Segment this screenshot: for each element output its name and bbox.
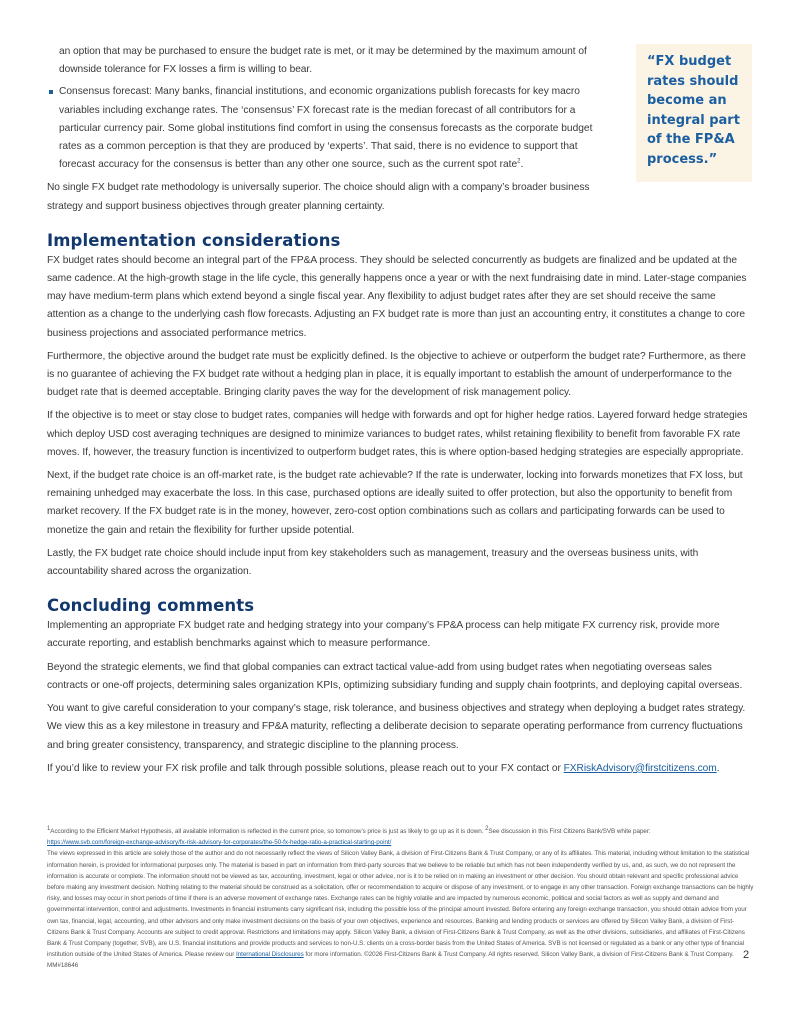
concluding-heading: Concluding comments [47, 596, 255, 616]
methodology-closing: No single FX budget rate methodology is universally superior. The choice should align with a company’s broader business strategy and support business objectives through greater planning certainty. [47, 182, 590, 212]
implementation-paragraph: Lastly, the FX budget rate choice should include input from key stakeholders such as management, treasury and the overseas business units, with accountability shared across the organization. [47, 547, 699, 578]
footnotes [47, 826, 754, 972]
contact-paragraph [47, 760, 754, 778]
concluding-paragraph: You want to give careful consideration to your company’s stage, risk tolerance, and business objectives and strategy when deploying a budget rates strategy. We view this as a key milestone in treasury and FP&A maturity, reflecting a deliberate decision to separate operating performance from currency fluctuations and bring greater consistency, transparency, and strategic discipline to the planning process. [47, 703, 746, 751]
bullet-consensus-end: . [520, 159, 524, 171]
disclaimer-body: The views expressed in this article are solely those of the author and do not necessarily reflect the views of Silicon Valley Bank, a division of First-Citizens Bank & Trust Company, or any of its affiliates. This material, including without limitation to the statistical information herein, is provided for informational purposes only. The material is based in part on information from third-party sources that we believe to be reliable but which has not been independently verified by us, and, as such, we do not represent the information is accurate or complete. The information should not be viewed as tax, accounting, investment, legal or other advice, nor is it to be relied on in making an investment or other decision. You should obtain relevant and specific professional advice before making any investment decision. Nothing relating to the material should be construed as a solicitation, offer or recommendation to acquire or dispose of any investment, or to engage in any other transaction. Foreign exchange transactions can be highly risky, and losses may occur in short periods of time if there is an adverse movement of exchange rates. Exchange rates can be highly volatile and are impacted by numerous economic, political and social factors as well as supply and demand and governmental intervention, control and adjustments. Investments in financial instruments carry significant risk, including the possible loss of the principal amount invested. Before entering any foreign exchange transaction, you should obtain advice from your own tax, financial, legal, accounting, and other advisors and only make investment decisions on the basis of your own objectives, experience and resources. Banking and lending products or services are offered by Silicon Valley Bank, a division of First-Citizens Bank & Trust Company. Accounts are subject to credit approval. Restrictions and limitations may apply. Silicon Valley Bank, a division of First-Citizens Bank & Trust Company, as well as the other divisions, subsidiaries, and affiliates of First-Citizens Bank & Trust Company (together, SVB), are U.S. financial institutions and provide products and services to non-U.S. clients on a cross-border basis from the United States of America. SVB is not licensed or regulated as a bank or any other type of financial institution outside of the United States of America. Please review our [47, 850, 754, 959]
implementation-heading: Implementation considerations [47, 230, 341, 250]
footnote-number-1: 1 [47, 825, 51, 832]
footnote-text [47, 826, 754, 848]
footnote-number-2: 2 [485, 825, 489, 832]
implementation-paragraph: Furthermore, the objective around the budget rate must be explicitly defined. Is the objective to achieve or outperform the budget rate? Furthermore, as there is no guarantee of achieving the FX budget rate without a hedging plan in place, it is equally important to establish the amount of underperformance to the budget rate that is deemed acceptable. Bringing clarity paves the way for the development of risk management policy. [47, 350, 746, 399]
footnote-ref-2: 2 [517, 158, 521, 165]
contact-email-link[interactable]: FXRiskAdvisory@firstcitizens.com [563, 762, 717, 774]
implementation-paragraph: Next, if the budget rate choice is an off-market rate, is the budget rate achievable? If the rate is underwater, locking into forwards monetizes that FX loss, but remaining unhedged may exacerbate the loss. In this case, purchased options are ideally suited to offer protection, but also the opportunity to benefit from market recovery. If the FX budget rate is in the money, however, zero-cost option combinations such as collars and participating forwards can be used to monetize the gain and retain the flexibility for further upside potential. [47, 470, 743, 536]
pull-quote-text: “FX budget rates should become an integral part of the FP&A process.” [647, 54, 740, 167]
implementation-paragraph: FX budget rates should become an integral part of the FP&A process. They should be selected concurrently as budgets are finalized and be updated at the same cadence. At the high-growth stage in the life cycle, this generally happens once a year or with the next fundraising date in mind. Later-stage companies may have medium-term plans which extend beyond a single fiscal year. Any flexibility to adjust budget rates after they are set should receive the same attention as a change to the underlying cash flow forecasts. Adjusting an FX budget rate is more than just an accounting entry, it constitutes a change to core business projections and associated performance metrics. [47, 254, 747, 339]
bullet-continuation: an option that may be purchased to ensure the budget rate is met, or it may be determined by the maximum amount of downside tolerance for FX losses a firm is willing to bear. [59, 46, 587, 76]
footnote-1: According to the Efficient Market Hypothesis, all available information is reflected in the current price, so tomorrow’s price is just as likely to go up as it is down. [50, 828, 486, 835]
disclaimer-text [47, 848, 754, 971]
pull-quote-box [636, 44, 752, 182]
footnote-2: See discussion in this First Citizens Bank/SVB white paper: [488, 828, 651, 835]
disclaimer-end: for more information. ©2026 First-Citizens Bank & Trust Company. All rights reserved. Silicon Valley Bank, a division of First-Citizens Bank & Trust Company. MM#18646 [47, 951, 734, 970]
methodology-section [47, 43, 607, 216]
bullet-consensus-text: Consensus forecast: Many banks, financial institutions, and economic organizations publish forecasts for key macro variables including exchange rates. The ‘consensus’ FX forecast rate is the median forecast of all contributors for a particular currency pair. Some global institutions find comfort in using the consensus forecasts as the corporate budget rates as a common perception is that they are produced by ‘experts’. That said, there is no evidence to support that forecast accuracy for the consensus is better than any other one source, such as the current spot rate [59, 86, 593, 171]
concluding-paragraph: Beyond the strategic elements, we find that global companies can extract tactical value-add from using budget rates when negotiating overseas sales contracts or one-off projects, determining sales organization KPIs, optimizing subsidiary funding and supply chain footprints, and deploying capital overseas. [47, 661, 743, 691]
bullet-consensus-forecast [47, 83, 607, 174]
page-number: 2 [743, 949, 750, 961]
concluding-paragraph: Implementing an appropriate FX budget rate and hedging strategy into your company’s FP&A process can help mitigate FX currency risk, provide more accurate reporting, and establish benchmarks against which to measure performance. [47, 620, 720, 650]
contact-suffix: . [716, 762, 720, 774]
white-paper-link[interactable]: https://www.svb.com/foreign-exchange-advisory/fx-risk-advisory-for-corporates/the-50-fx-hedge-ratio-a-practical-starting-point/ [47, 839, 392, 847]
contact-prefix: If you’d like to review your FX risk profile and talk through possible solutions, please reach out to your FX contact or [47, 762, 564, 774]
international-disclosures-link[interactable]: International Disclosures [235, 951, 304, 959]
implementation-paragraph: If the objective is to meet or stay close to budget rates, companies will hedge with forwards and opt for higher hedge ratios. Layered forward hedge strategies which deploy USD cost averaging techniques are designed to minimize variances to budget rates, whilst retaining flexibility to benefit from favorable FX rate moves. If, however, the treasury function is incentivized to outperform budget rates, this is where option-based hedging strategies are especially appropriate. [47, 410, 748, 458]
bullet-list [47, 83, 607, 174]
